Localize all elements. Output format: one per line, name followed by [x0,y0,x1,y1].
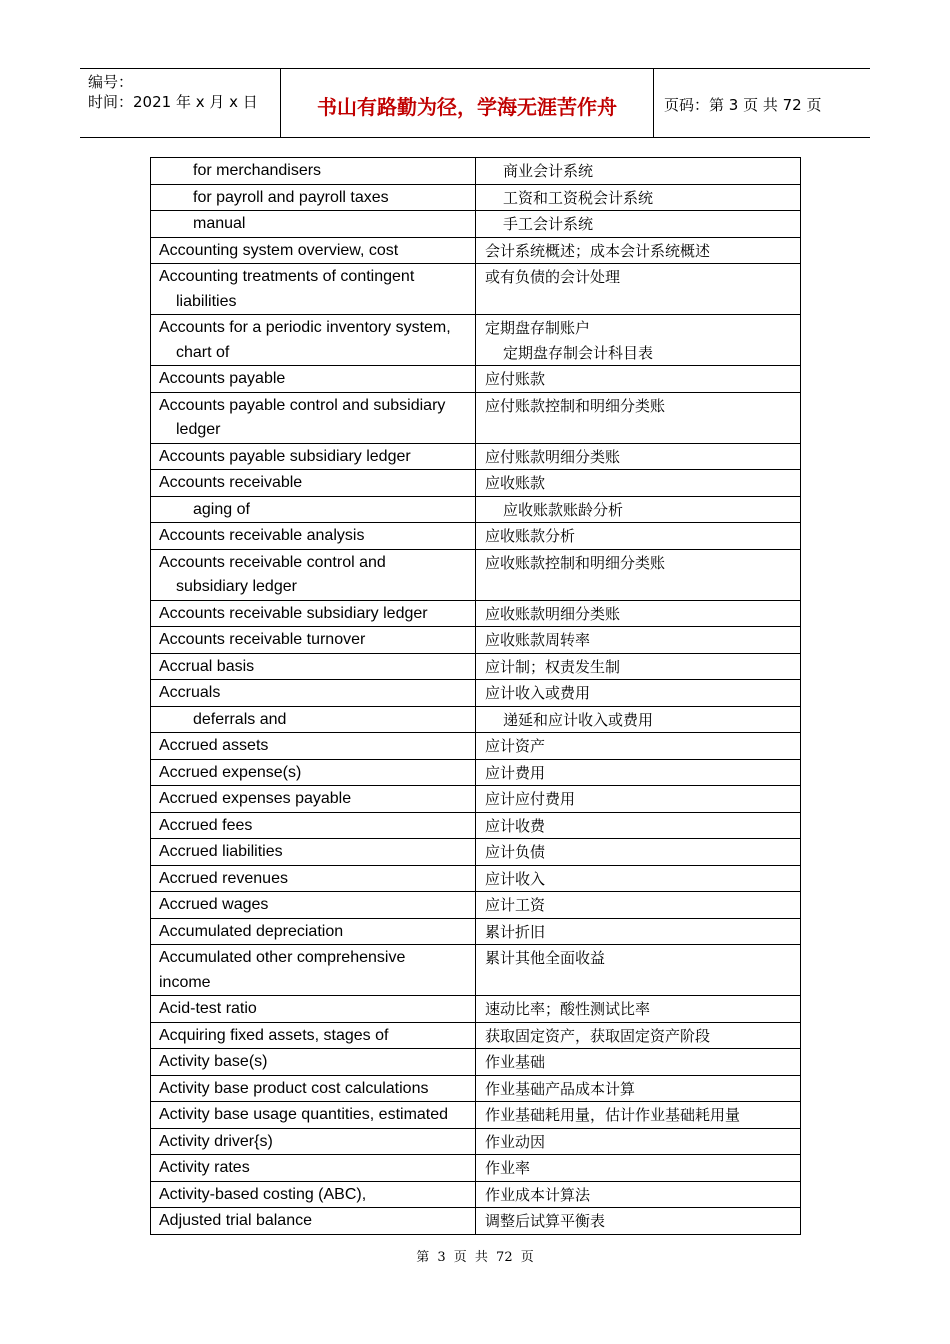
term-english-cell [151,1181,476,1208]
term-chinese: 或有负债的会计处理 [485,268,621,286]
term-english-cell [151,184,476,211]
term-chinese: 应付账款控制和明细分类账 [485,396,666,415]
document-number-label: 编号： [88,73,134,91]
term-english: for merchandisers [193,162,322,179]
term-chinese-continuation: 定期盘存制会计科目表 [503,343,654,362]
term-chinese-cell [476,706,801,733]
term-chinese: 应收账款 [485,474,546,492]
term-english-cell [151,812,476,839]
term-chinese: 手工会计系统 [503,215,594,233]
term-english: Acid-test ratio [159,1000,257,1017]
header-page-number: 页码：第 3 页 共 72 页 [664,96,822,114]
term-chinese-cell [476,786,801,813]
term-english: Activity base usage quantities, estimated [159,1106,449,1123]
table-row [151,733,801,760]
term-english-continuation: subsidiary ledger [176,578,297,595]
term-chinese: 应收账款周转率 [485,631,591,649]
term-english: Accounting system overview, cost [159,241,399,259]
term-chinese: 应收账款分析 [485,527,576,545]
term-chinese: 累计其他全面收益 [485,949,606,967]
term-english-cell [151,549,476,600]
term-chinese-cell [476,237,801,264]
term-chinese-cell [476,549,801,600]
term-english-cell [151,680,476,707]
term-chinese-cell [476,496,801,523]
table-row [151,892,801,919]
term-chinese-cell [476,470,801,497]
term-chinese-cell [476,523,801,550]
term-chinese: 应计负债 [485,843,546,861]
term-chinese: 调整后试算平衡表 [485,1212,606,1230]
term-chinese: 定期盘存制账户 [485,319,591,337]
term-english: for payroll and payroll taxes [193,188,389,206]
term-chinese-cell [476,918,801,945]
table-row [151,759,801,786]
term-english: Adjusted trial balance [159,1212,312,1229]
term-english: Accounts receivable analysis [159,527,365,544]
table-row [151,237,801,264]
term-chinese-cell [476,1208,801,1235]
table-row [151,184,801,211]
table-row [151,523,801,550]
term-english-cell [151,600,476,627]
table-row [151,1049,801,1076]
term-chinese: 应收账款账龄分析 [503,500,624,519]
term-chinese-cell [476,680,801,707]
term-chinese-cell [476,945,801,996]
term-chinese: 应收账款明细分类账 [485,604,621,623]
table-row [151,1181,801,1208]
table-row [151,443,801,470]
term-english-cell [151,1049,476,1076]
term-english-cell [151,1022,476,1049]
term-chinese-cell [476,1049,801,1076]
term-english-cell [151,470,476,497]
term-chinese: 应计制；权责发生制 [485,657,621,676]
term-english: Accrued expenses payable [159,790,352,807]
term-chinese: 作业基础 [485,1053,546,1071]
glossary-body [151,158,801,1235]
term-english-cell [151,211,476,238]
term-english-cell [151,706,476,733]
term-chinese-cell [476,1155,801,1182]
term-english: Accounting treatments of contingent [159,268,415,285]
term-chinese: 会计系统概述；成本会计系统概述 [485,241,711,260]
term-english: Acquiring fixed assets, stages of [159,1026,389,1044]
table-row [151,945,801,996]
term-chinese-cell [476,996,801,1023]
term-english-cell [151,264,476,315]
term-english-cell [151,496,476,523]
table-row [151,1128,801,1155]
table-row [151,706,801,733]
header-motto-cell [281,69,654,137]
table-row [151,496,801,523]
term-english: Accounts for a periodic inventory system, [159,319,451,336]
term-chinese: 作业基础耗用量，估计作业基础耗用量 [485,1106,741,1124]
motto-text: 书山有路勤为径，学海无涯苦作舟 [317,95,617,119]
term-chinese: 应计工资 [485,896,546,914]
term-chinese: 作业成本计算法 [485,1185,591,1204]
term-english-cell [151,733,476,760]
term-chinese: 应计费用 [485,763,546,782]
table-row [151,680,801,707]
term-english: Accounts receivable turnover [159,631,366,648]
term-english-cell [151,366,476,393]
term-chinese-cell [476,627,801,654]
term-english-cell [151,839,476,866]
term-chinese: 作业率 [485,1159,531,1177]
table-row [151,812,801,839]
document-date: 时间：2021 年 x 月 x 日 [88,93,258,111]
term-chinese: 应付账款 [485,370,546,388]
table-row [151,1102,801,1129]
term-english: Activity base(s) [159,1053,268,1070]
term-chinese-cell [476,812,801,839]
document-header [80,68,870,138]
term-english-cell [151,892,476,919]
table-row [151,315,801,366]
term-english-cell [151,523,476,550]
term-chinese-cell [476,1181,801,1208]
term-english: Accounts receivable subsidiary ledger [159,604,428,622]
term-chinese-cell [476,759,801,786]
term-chinese: 应收账款控制和明细分类账 [485,553,666,572]
term-chinese: 作业动因 [485,1132,546,1151]
term-english: Accrued revenues [159,869,288,887]
table-row [151,1075,801,1102]
term-english: Activity driver{s) [159,1132,273,1150]
table-row [151,392,801,443]
term-english: Accumulated depreciation [159,922,344,940]
term-chinese: 应计收入或费用 [485,684,591,702]
table-row [151,549,801,600]
term-english-cell [151,996,476,1023]
term-chinese-cell [476,158,801,185]
term-english-cell [151,1155,476,1182]
term-chinese-cell [476,653,801,680]
glossary-table [150,157,801,1235]
table-row [151,786,801,813]
table-row [151,1155,801,1182]
term-chinese-cell [476,443,801,470]
term-english: Activity rates [159,1159,250,1176]
term-english: aging of [193,500,250,518]
term-english-cell [151,1075,476,1102]
term-chinese: 应计应付费用 [485,790,576,808]
term-chinese: 应计资产 [485,737,546,755]
table-row [151,918,801,945]
term-chinese: 商业会计系统 [503,162,594,180]
term-english: Accrued assets [159,737,269,754]
term-english-continuation: liabilities [176,292,237,310]
term-english-cell [151,315,476,366]
term-chinese-cell [476,184,801,211]
term-chinese-cell [476,892,801,919]
term-english-cell [151,158,476,185]
term-chinese-cell [476,392,801,443]
term-english-cell [151,1208,476,1235]
term-english: Accruals [159,684,221,701]
term-english: Accrued expense(s) [159,763,302,781]
term-english: Accounts payable [159,370,286,387]
table-row [151,264,801,315]
term-chinese-cell [476,315,801,366]
term-chinese: 递延和应计收入或费用 [503,710,654,729]
term-english: Accumulated other comprehensive [159,949,406,966]
table-row [151,627,801,654]
term-english: Accounts payable control and subsidiary [159,396,446,414]
term-english: Accounts receivable control and [159,553,386,571]
term-chinese: 应计收入 [485,869,546,888]
table-row [151,211,801,238]
term-chinese-cell [476,264,801,315]
term-chinese: 工资和工资税会计系统 [503,188,654,207]
term-english-cell [151,392,476,443]
term-chinese-cell [476,1102,801,1129]
term-chinese: 应付账款明细分类账 [485,447,621,466]
term-english-cell [151,786,476,813]
term-chinese-cell [476,733,801,760]
term-english-cell [151,237,476,264]
term-english-cell [151,1128,476,1155]
term-chinese: 作业基础产品成本计算 [485,1079,636,1098]
header-meta-cell [80,69,281,137]
term-chinese: 应计收费 [485,816,546,835]
term-chinese-cell [476,865,801,892]
term-chinese-cell [476,839,801,866]
table-row [151,1208,801,1235]
term-english-cell [151,1102,476,1129]
term-english-cell [151,653,476,680]
term-chinese-cell [476,211,801,238]
term-chinese: 累计折旧 [485,922,546,941]
table-row [151,1022,801,1049]
term-english: Accrued fees [159,816,253,834]
table-row [151,470,801,497]
table-row [151,996,801,1023]
term-english-continuation: income [159,973,211,991]
header-page-cell [654,69,870,137]
term-english-cell [151,945,476,996]
table-row [151,366,801,393]
term-english-continuation: chart of [176,343,230,361]
table-row [151,839,801,866]
term-english: Activity-based costing (ABC), [159,1185,367,1203]
term-english-cell [151,865,476,892]
term-chinese: 速动比率；酸性测试比率 [485,1000,651,1018]
term-english: Accrued liabilities [159,843,283,860]
term-english: deferrals and [193,710,287,728]
table-row [151,600,801,627]
term-chinese-cell [476,600,801,627]
term-english: Accounts receivable [159,474,303,491]
term-english: Activity base product cost calculations [159,1079,429,1097]
term-english-cell [151,443,476,470]
term-english: Accrual basis [159,657,255,675]
term-english: manual [193,215,246,232]
table-row [151,158,801,185]
term-english: Accrued wages [159,896,269,913]
term-english-cell [151,627,476,654]
term-chinese-cell [476,1128,801,1155]
term-chinese-cell [476,1022,801,1049]
term-english-continuation: ledger [176,421,221,438]
term-chinese: 获取固定资产，获取固定资产阶段 [485,1026,711,1045]
term-english-cell [151,759,476,786]
term-chinese-cell [476,1075,801,1102]
table-row [151,653,801,680]
term-english-cell [151,918,476,945]
term-chinese-cell [476,366,801,393]
table-row [151,865,801,892]
term-english: Accounts payable subsidiary ledger [159,447,411,465]
page-footer: 第 3 页 共 72 页 [416,1250,534,1265]
